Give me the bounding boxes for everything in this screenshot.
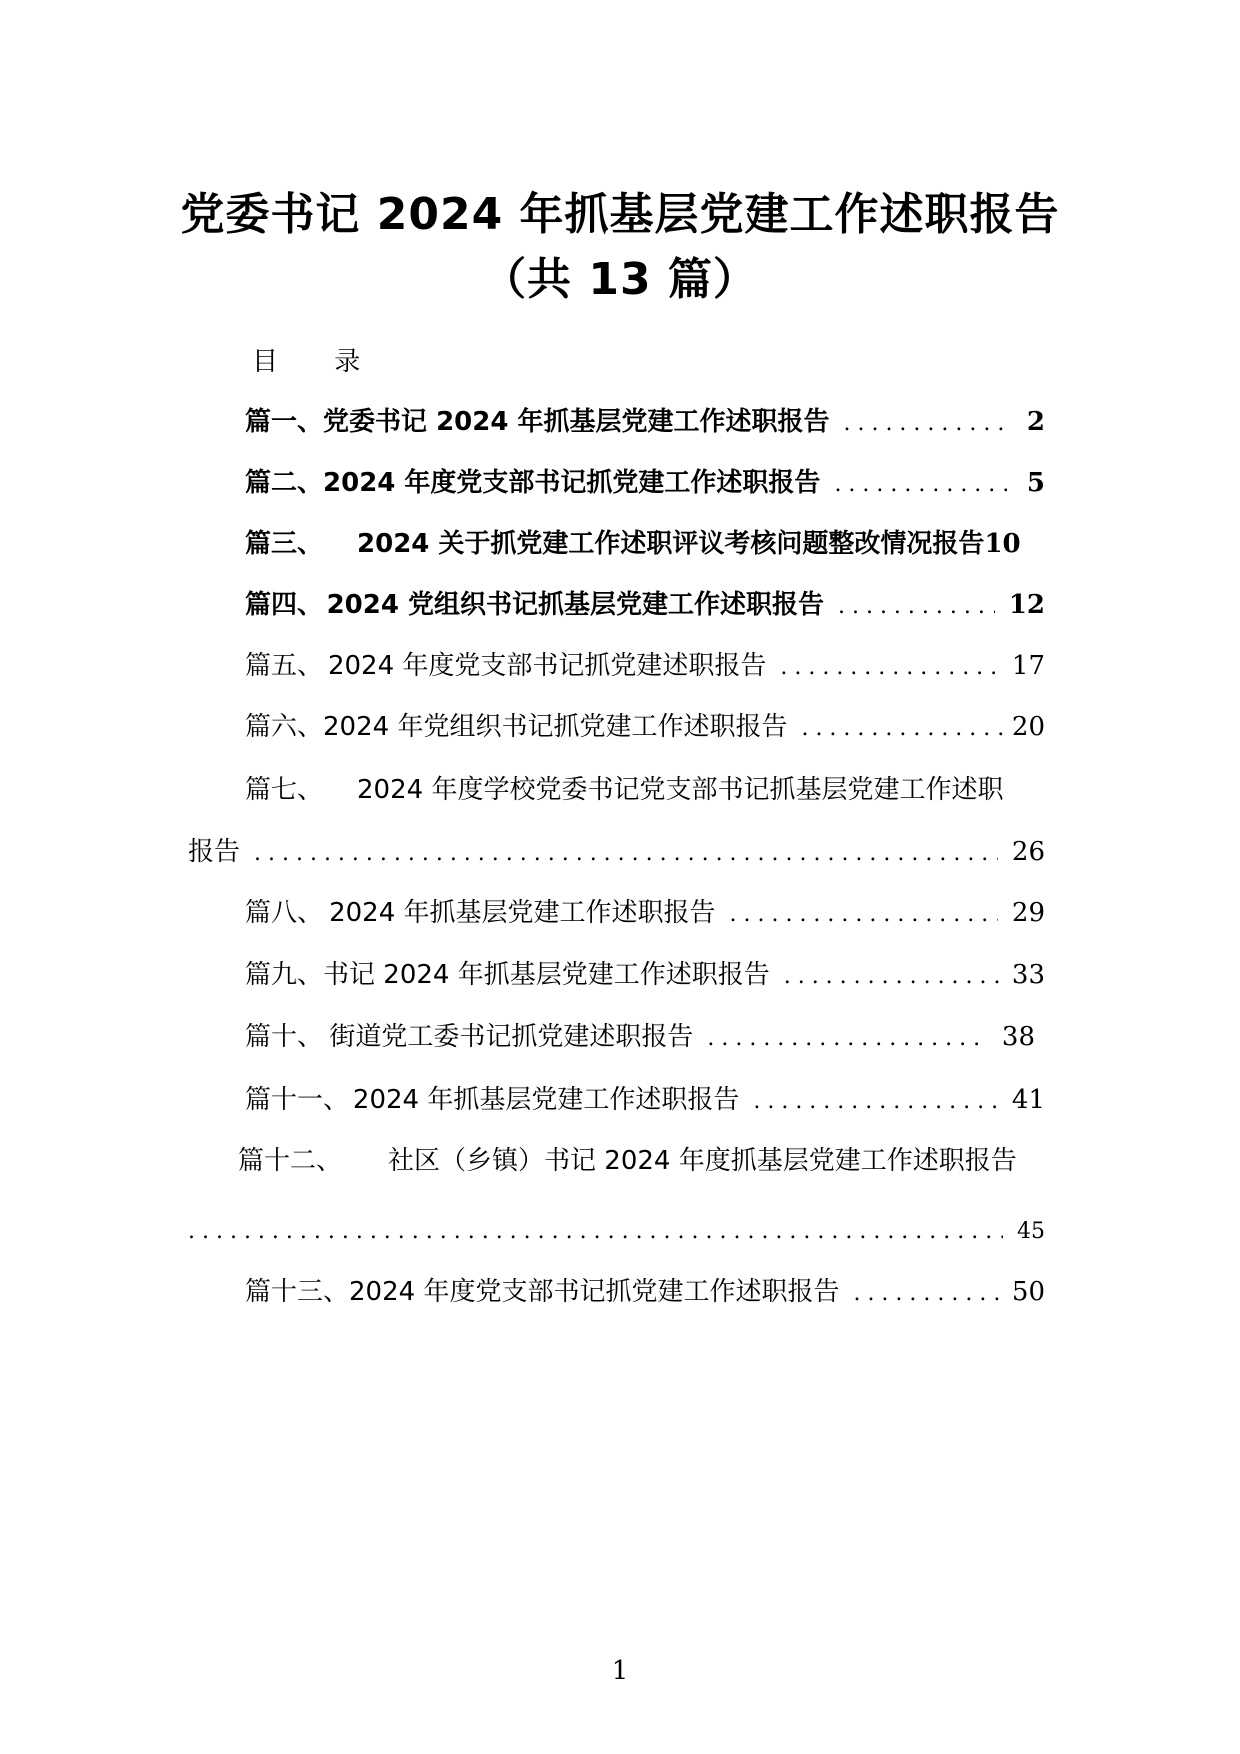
toc-entry-label: 篇十一、	[245, 1085, 350, 1115]
toc-entry-page: 38	[1001, 1022, 1035, 1052]
dot-leader	[254, 832, 998, 876]
dot-leader	[834, 463, 1012, 507]
toc-entry-label: 篇二、	[245, 468, 324, 498]
toc-entry-title: 社区（乡镇）书记 2024 年度抓基层党建工作述职报告	[388, 1146, 1017, 1176]
dot-leader	[843, 402, 1012, 446]
toc-entry-label: 篇三、	[245, 529, 324, 559]
toc-entry-page: 12	[1008, 590, 1045, 620]
toc-entry-page: 41	[1011, 1085, 1045, 1115]
toc-entry-label: 篇七、	[245, 775, 324, 805]
toc-entry-label: 篇六、	[245, 712, 324, 742]
toc-entry-5[interactable]	[245, 644, 1045, 688]
toc-entry-7-continued[interactable]	[188, 830, 1045, 874]
toc-entry-title: 街道党工委书记抓党建述职报告	[329, 1022, 694, 1052]
dot-leader	[853, 1272, 1007, 1316]
toc-entry-11[interactable]	[245, 1078, 1045, 1122]
toc-entry-page: 29	[1011, 898, 1045, 928]
toc-entry-label: 篇十、	[245, 1022, 324, 1052]
toc-entry-title: 2024 年度党支部书记抓党建述职报告	[327, 651, 767, 681]
toc-entry-title: 党委书记 2024 年抓基层党建工作述职报告	[323, 407, 830, 437]
dot-leader	[188, 1210, 1003, 1254]
dot-leader	[753, 1080, 998, 1124]
toc-entry-title-continued: 报告	[188, 837, 241, 867]
toc-entry-label: 篇九、	[245, 960, 324, 990]
toc-entry-page: 50	[1011, 1277, 1045, 1307]
dot-leader	[801, 707, 1007, 751]
toc-entry-page: 10	[984, 529, 1021, 559]
toc-entry-3[interactable]	[245, 522, 1055, 566]
toc-entry-page: 45	[1017, 1219, 1045, 1244]
toc-entry-page: 33	[1011, 960, 1045, 990]
toc-entry-10[interactable]	[245, 1015, 1035, 1059]
toc-entry-title: 2024 关于抓党建工作述职评议考核问题整改情况报告	[357, 529, 985, 559]
document-title-line-1: 党委书记 2024 年抓基层党建工作述职报告	[180, 189, 1060, 240]
dot-leader	[707, 1017, 988, 1061]
toc-entry-6[interactable]	[245, 705, 1045, 749]
document-title-line-2: （共 13 篇）	[482, 254, 758, 305]
toc-entry-7[interactable]	[245, 768, 1065, 812]
toc-entry-title: 2024 年党组织书记抓党建工作述职报告	[323, 712, 788, 742]
toc-entry-label: 篇十二、	[238, 1146, 343, 1176]
toc-entry-title: 2024 党组织书记抓基层党建工作述职报告	[326, 590, 824, 620]
toc-entry-title: 2024 年度学校党委书记党支部书记抓基层党建工作述职	[357, 775, 1004, 805]
toc-entry-label: 篇八、	[245, 898, 324, 928]
toc-entry-page: 26	[1011, 837, 1045, 867]
toc-entry-title: 2024 年度党支部书记抓党建工作述职报告	[323, 468, 821, 498]
toc-entry-2[interactable]	[245, 461, 1045, 505]
dot-leader	[730, 893, 998, 937]
toc-entry-label: 篇一、	[245, 407, 324, 437]
toc-entry-12[interactable]	[238, 1139, 1068, 1183]
dot-leader	[784, 955, 1008, 999]
toc-entry-12-continued[interactable]	[188, 1210, 1045, 1254]
toc-entry-9[interactable]	[245, 953, 1045, 997]
dot-leader	[780, 646, 998, 690]
toc-entry-13[interactable]	[245, 1270, 1045, 1314]
dot-leader	[838, 585, 995, 629]
toc-entry-8[interactable]	[245, 891, 1045, 935]
toc-entry-label: 篇十三、	[245, 1277, 350, 1307]
toc-entry-page: 17	[1011, 651, 1045, 681]
toc-entry-title: 2024 年抓基层党建工作述职报告	[329, 898, 716, 928]
toc-entry-title: 2024 年抓基层党建工作述职报告	[352, 1085, 740, 1115]
toc-entry-4[interactable]	[245, 583, 1045, 627]
toc-entry-page: 20	[1011, 712, 1045, 742]
toc-heading: 目 录	[252, 347, 385, 377]
page-number: 1	[611, 1656, 629, 1686]
toc-entry-page: 2	[1026, 407, 1045, 437]
toc-entry-page: 5	[1026, 468, 1045, 498]
toc-entry-title: 书记 2024 年抓基层党建工作述职报告	[323, 960, 770, 990]
toc-entry-label: 篇五、	[245, 651, 324, 681]
toc-entry-title: 2024 年度党支部书记抓党建工作述职报告	[349, 1277, 840, 1307]
toc-entry-1[interactable]	[245, 400, 1045, 444]
toc-entry-label: 篇四、	[245, 590, 324, 620]
